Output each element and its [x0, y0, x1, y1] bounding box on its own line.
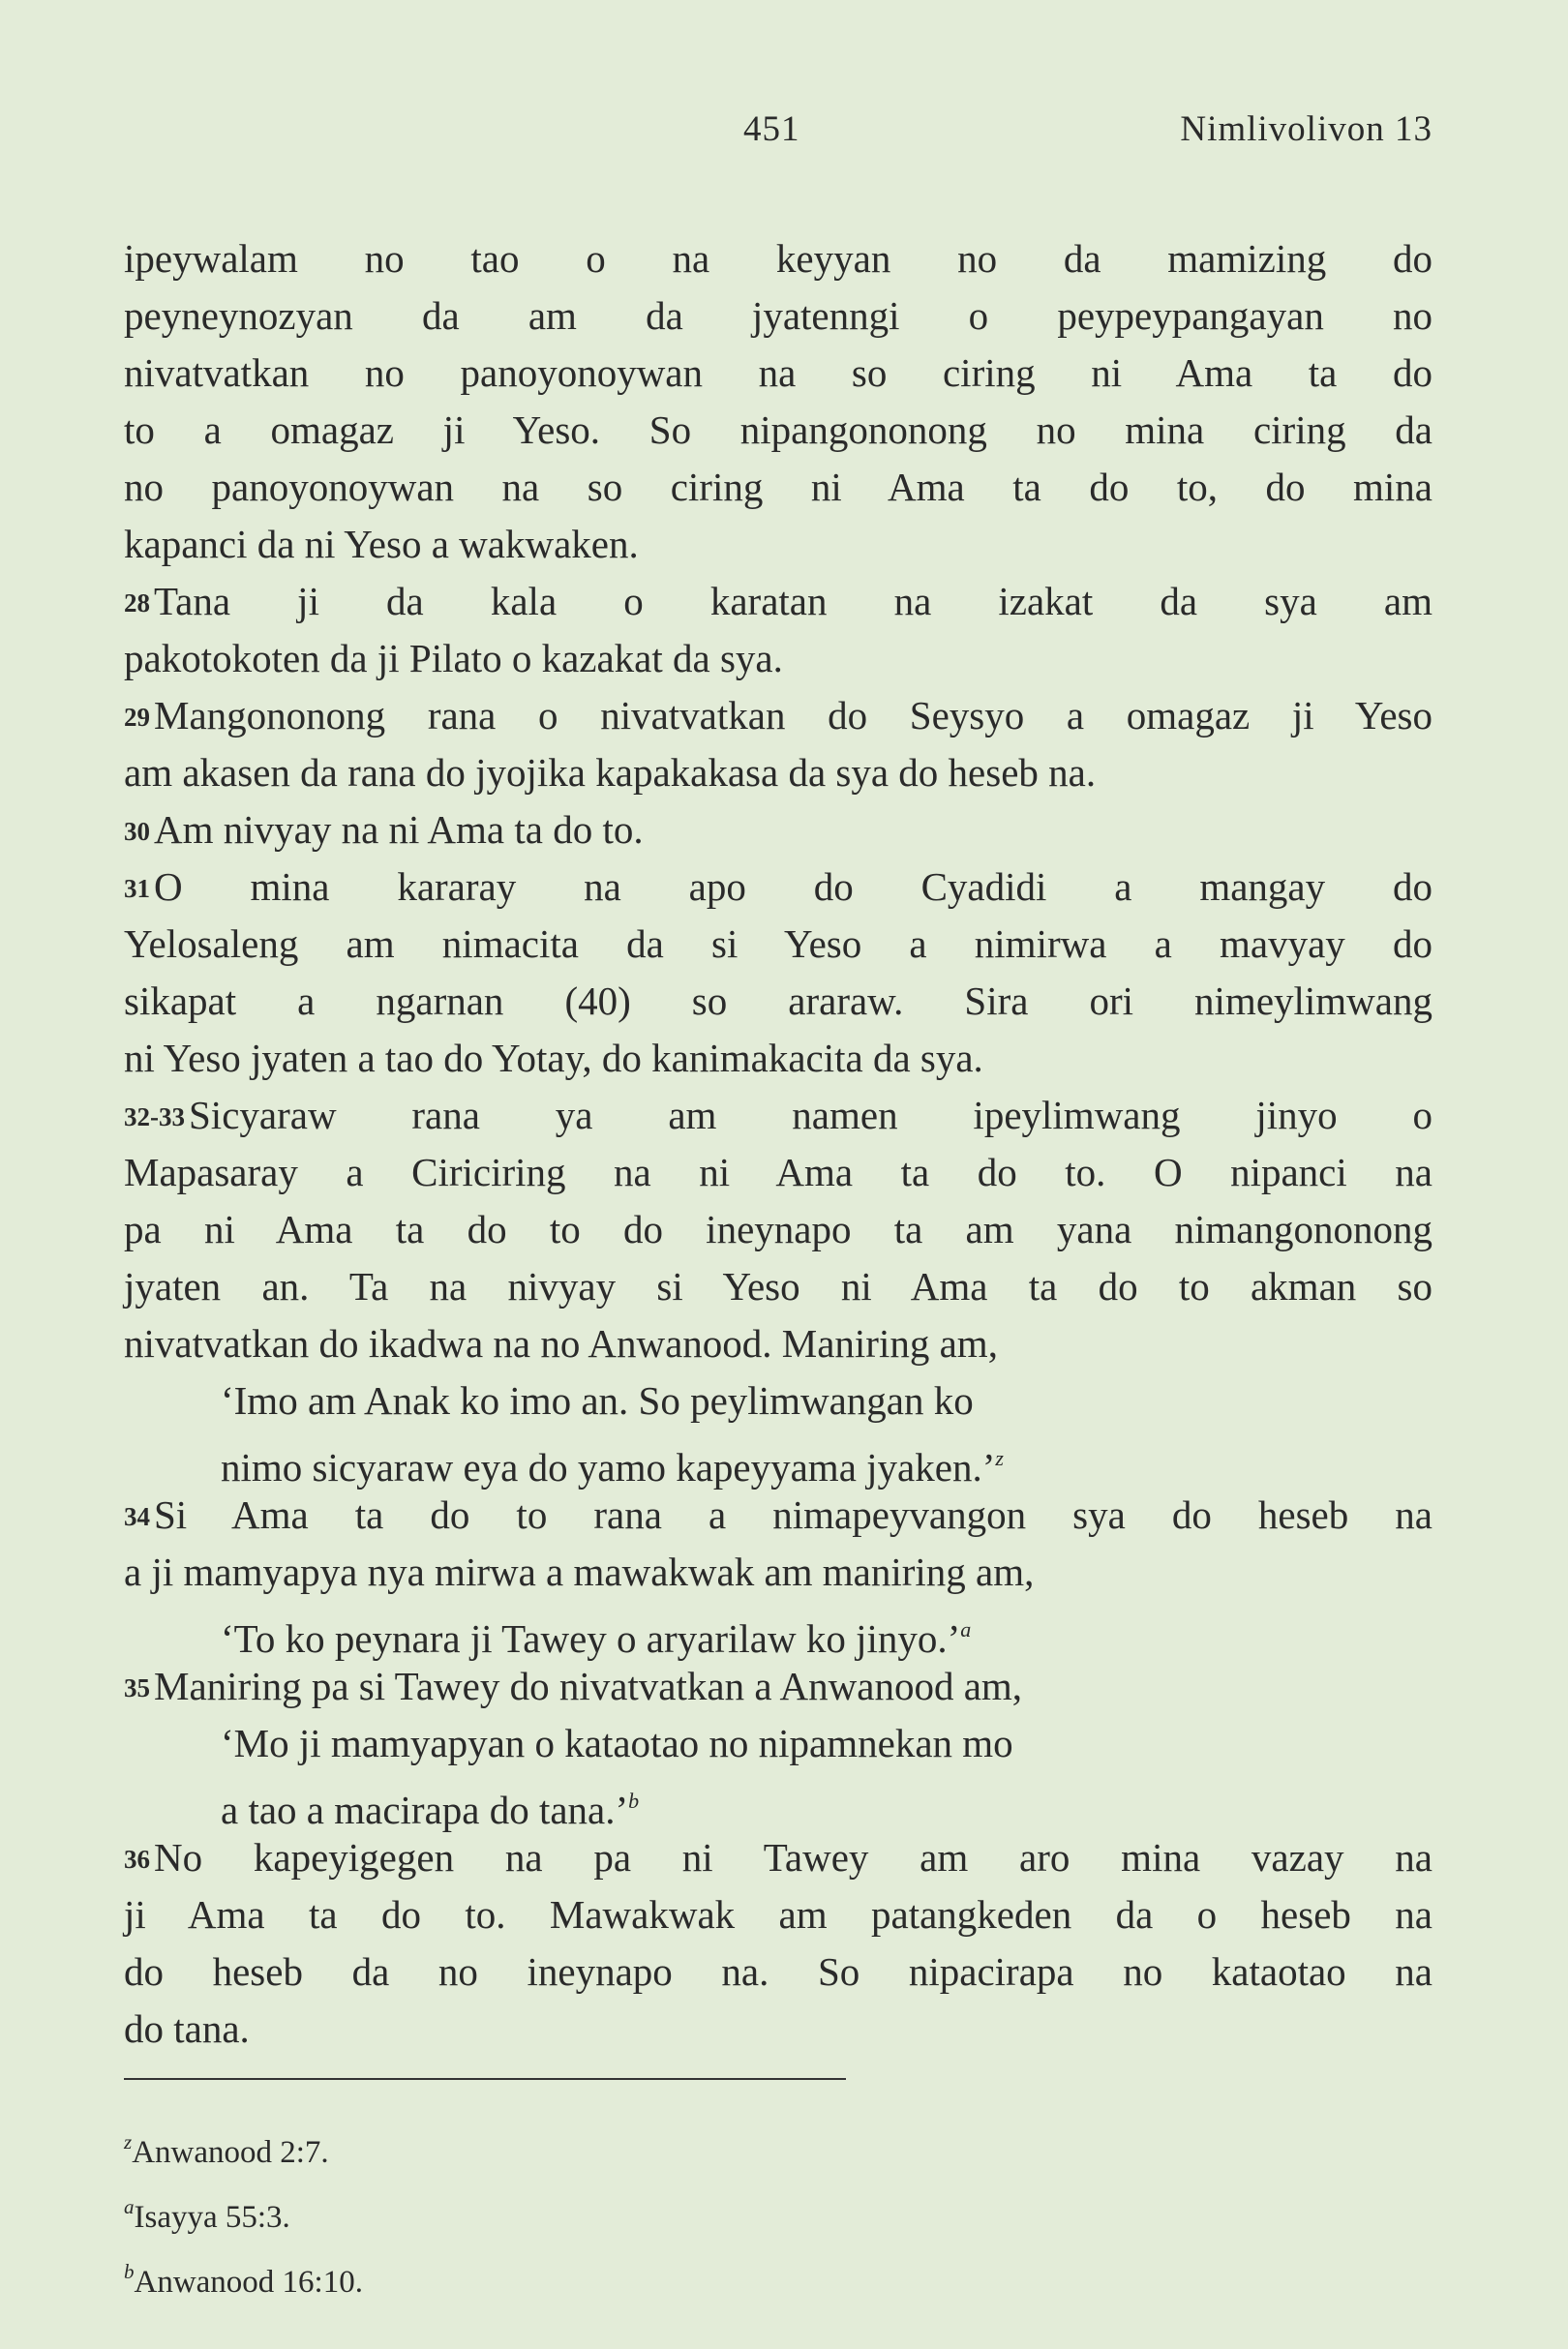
line-text: do tana.	[124, 2006, 250, 2051]
text-line	[124, 230, 1432, 287]
text-line	[124, 1430, 1432, 1490]
line-text: am akasen da rana do jyojika kapakakasa da sya do heseb na.	[124, 750, 1097, 795]
text-line	[124, 402, 1432, 459]
footnotes	[124, 2115, 801, 2309]
line-text: ni Yeso jyaten a tao do Yotay, do kanimakacita da sya.	[124, 1036, 983, 1080]
text-line	[124, 287, 1432, 345]
text-line	[124, 973, 1432, 1030]
verse-number: 36	[124, 1845, 150, 1874]
text-line	[124, 744, 1432, 801]
text-line	[124, 1715, 1432, 1772]
text-line	[124, 1315, 1432, 1372]
line-text: Si Ama ta do to rana a nimapeyvangon sya do heseb na	[154, 1492, 1432, 1537]
line-text: no panoyonoywan na so ciring ni Ama ta do to, do mina	[124, 465, 1432, 509]
line-text: ji Ama ta do to. Mawakwak am patangkeden da o heseb na	[124, 1892, 1432, 1937]
line-text: Tana ji da kala o karatan na izakat da sya am	[154, 579, 1432, 623]
verse-start-line	[124, 573, 1432, 630]
verse-start-line	[124, 1658, 1432, 1715]
text-line	[124, 916, 1432, 973]
text-line	[124, 1544, 1432, 1601]
verse-number: 30	[124, 817, 150, 846]
verse-start-line	[124, 1087, 1432, 1144]
verse-start-line	[124, 858, 1432, 916]
footnote-divider	[124, 2078, 846, 2080]
text-line	[124, 1201, 1432, 1258]
chapter-text	[124, 230, 1432, 2058]
footnote-reference[interactable]: a	[960, 1617, 972, 1641]
verse-number: 34	[124, 1502, 150, 1531]
text-line	[124, 1258, 1432, 1315]
verse-number: 29	[124, 703, 150, 732]
line-text: ‘Mo ji mamyapyan o kataotao no nipamnekan mo	[221, 1721, 1013, 1765]
text-line	[124, 2001, 1432, 2058]
text-line	[124, 1144, 1432, 1201]
footnote-item	[124, 2180, 801, 2244]
line-text: nimo sicyaraw eya do yamo kapeyyama jyaken.’	[221, 1445, 996, 1490]
verse-start-line	[124, 687, 1432, 744]
text-line	[124, 1772, 1432, 1832]
footnote-mark: z	[124, 2130, 133, 2153]
footnote-reference[interactable]: b	[628, 1789, 640, 1813]
text-line	[124, 1601, 1432, 1661]
footnote-text: Anwanood 16:10.	[134, 2265, 363, 2300]
text-line	[124, 630, 1432, 687]
text-line	[124, 1030, 1432, 1087]
text-line	[124, 1372, 1432, 1430]
text-line	[124, 459, 1432, 516]
line-text: pakotokoten da ji Pilato o kazakat da sya.	[124, 636, 783, 680]
line-text: Maniring pa si Tawey do nivatvatkan a Anwanood am,	[154, 1664, 1023, 1708]
line-text: sikapat a ngarnan (40) so araraw. Sira ori nimeylimwang	[124, 979, 1432, 1023]
line-text: ‘Imo am Anak ko imo an. So peylimwangan ko	[221, 1378, 974, 1423]
verse-start-line	[124, 1487, 1432, 1544]
line-text: a tao a macirapa do tana.’	[221, 1788, 629, 1832]
line-text: pa ni Ama ta do to do ineynapo ta am yana nimangononong	[124, 1207, 1432, 1251]
line-text: peyneynozyan da am da jyatenngi o peypeypangayan no	[124, 293, 1432, 338]
footnote-reference[interactable]: z	[995, 1446, 1004, 1470]
line-text: nivatvatkan do ikadwa na no Anwanood. Maniring am,	[124, 1321, 998, 1366]
text-line	[124, 345, 1432, 402]
verse-number: 31	[124, 874, 150, 903]
line-text: Mapasaray a Ciriciring na ni Ama ta do to. O nipanci na	[124, 1150, 1432, 1194]
line-text: kapanci da ni Yeso a wakwaken.	[124, 522, 639, 566]
line-text: nivatvatkan no panoyonoywan na so ciring ni Ama ta do	[124, 350, 1432, 395]
running-header	[124, 108, 1432, 157]
line-text: jyaten an. Ta na nivyay si Yeso ni Ama ta do to akman so	[124, 1264, 1432, 1309]
verse-number: 32-33	[124, 1102, 185, 1131]
footnote-item	[124, 2115, 801, 2180]
text-line	[124, 1943, 1432, 2001]
line-text: O mina kararay na apo do Cyadidi a mangay do	[154, 864, 1432, 909]
footnote-mark: b	[124, 2260, 135, 2283]
line-text: do heseb da no ineynapo na. So nipacirapa no kataotao na	[124, 1949, 1432, 1994]
footnote-text: Isayya 55:3.	[134, 2200, 290, 2235]
verse-number: 35	[124, 1673, 150, 1702]
page-number: 451	[743, 109, 800, 149]
book-chapter-title: Nimlivolivon 13	[1180, 109, 1432, 149]
verse-number: 28	[124, 588, 150, 617]
line-text: to a omagaz ji Yeso. So nipangononong no mina ciring da	[124, 407, 1432, 452]
text-line	[124, 1886, 1432, 1943]
line-text: ‘To ko peynara ji Tawey o aryarilaw ko jinyo.’	[221, 1616, 961, 1661]
footnote-text: Anwanood 2:7.	[132, 2135, 329, 2170]
line-text: Sicyaraw rana ya am namen ipeylimwang jinyo o	[189, 1093, 1432, 1137]
text-line	[124, 516, 1432, 573]
footnote-item	[124, 2244, 801, 2309]
verse-start-line	[124, 801, 1432, 858]
footnote-mark: a	[124, 2195, 135, 2218]
line-text: Yelosaleng am nimacita da si Yeso a nimirwa a mavyay do	[124, 921, 1432, 966]
line-text: a ji mamyapya nya mirwa a mawakwak am maniring am,	[124, 1550, 1035, 1594]
line-text: Mangononong rana o nivatvatkan do Seysyo a omagaz ji Yeso	[154, 693, 1432, 738]
line-text: No kapeyigegen na pa ni Tawey am aro mina vazay na	[154, 1835, 1432, 1880]
line-text: ipeywalam no tao o na keyyan no da mamizing do	[124, 236, 1432, 281]
verse-start-line	[124, 1829, 1432, 1886]
line-text: Am nivyay na ni Ama ta do to.	[154, 807, 644, 852]
